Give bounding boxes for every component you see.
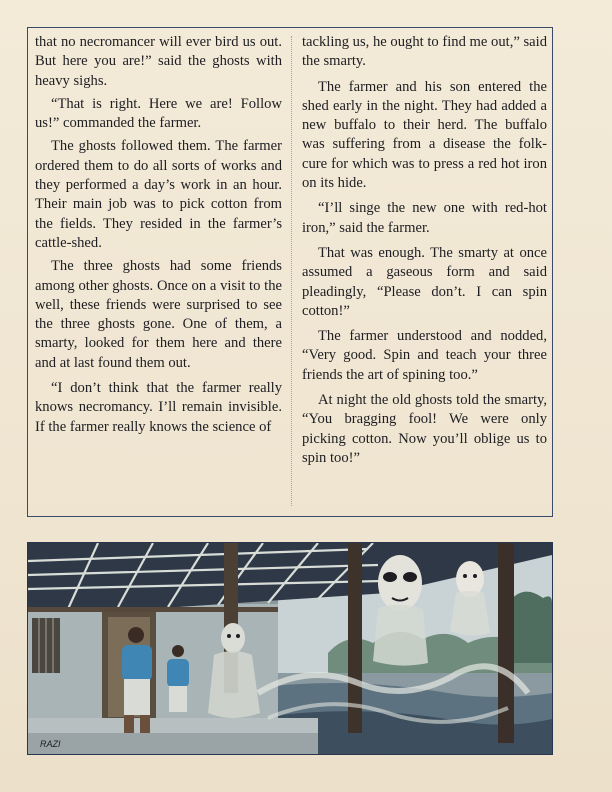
story-text-frame bbox=[27, 27, 553, 517]
story-paragraph: tackling us, he ought to find me out,” said the smarty. bbox=[302, 34, 547, 70]
column-divider bbox=[291, 36, 292, 506]
story-paragraph: That was enough. The smarty at once assumed a gaseous form and said pleadingly, “Please don’t. I can spin cotton!” bbox=[302, 244, 547, 319]
story-illustration bbox=[27, 542, 553, 755]
story-paragraph: The farmer understood and nodded, “Very good. Spin and teach your three friends the art of spining too.” bbox=[302, 328, 547, 383]
story-paragraph: “I’ll singe the new one with red-hot iron,” said the farmer. bbox=[302, 200, 547, 236]
story-column-right bbox=[302, 33, 547, 472]
story-paragraph: The farmer and his son entered the shed early in the night. They had added a new buffalo to their herd. The buffalo was suffering from a disease the folk-cure for which was to press a red hot iron on its hide. bbox=[302, 78, 547, 192]
ghost-figure bbox=[373, 555, 428, 666]
story-paragraph: The three ghosts had some friends among other ghosts. Once on a visit to the well, these friends were surprised to see the three ghosts gone. One of them, a smarty, looked for them here and there and at last found them out. bbox=[35, 258, 282, 371]
story-paragraph: The ghosts followed them. The farmer ordered them to do all sorts of works and they performed a day’s work in an hour. Their main job was to pick cotton from the fields. They resided in the farmer’s cattle-shed. bbox=[35, 138, 282, 251]
story-paragraph: At night the old ghosts told the smarty, “You bragging fool! We were only picking cotton. Now you’ll oblige us to spin too!” bbox=[302, 392, 547, 466]
story-column-left bbox=[35, 33, 282, 441]
artist-signature: RAZI bbox=[40, 739, 61, 749]
story-paragraph: “That is right. Here we are! Follow us!” commanded the farmer. bbox=[35, 95, 282, 132]
story-paragraph: “I don’t think that the farmer really knows necromancy. I’ll remain invisible. If the farmer really knows the science of bbox=[35, 380, 282, 435]
story-paragraph: that no necromancer will ever bird us out. But here you are!” said the ghosts with heavy sighs. bbox=[35, 34, 282, 89]
